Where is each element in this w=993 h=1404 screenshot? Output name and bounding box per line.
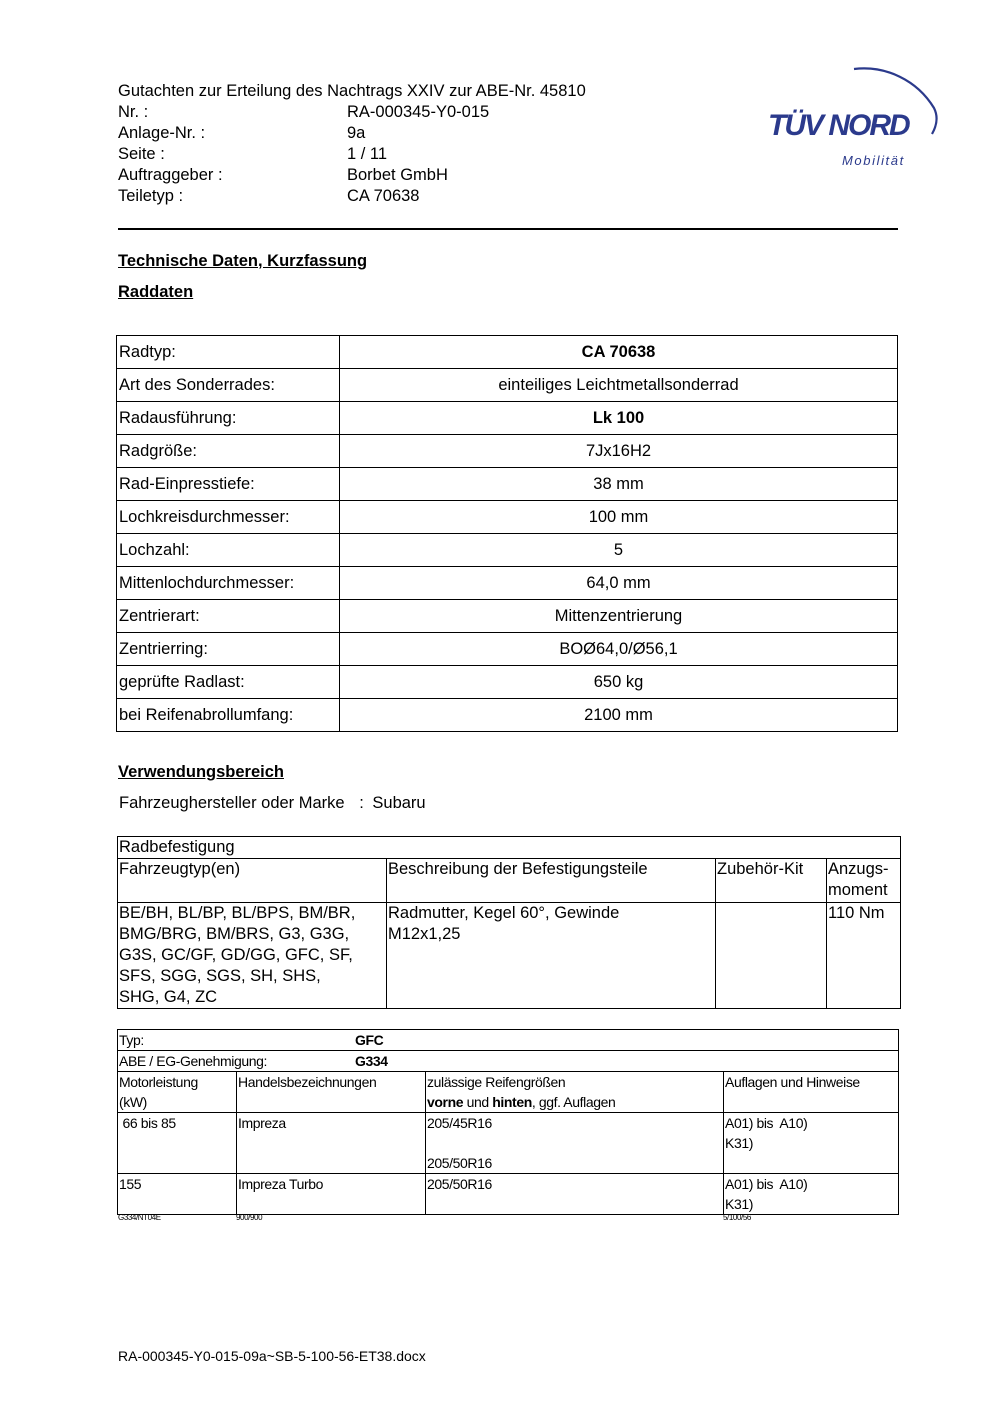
code-approval: G334/NT04E: [118, 1213, 161, 1222]
cell-tyres: 205/45R16 205/50R16: [426, 1113, 724, 1174]
table-header-row: [118, 859, 901, 903]
header-row-nr: Nr. : RA-000345-Y0-015: [118, 103, 490, 121]
table-header-row: [118, 1072, 899, 1113]
wheel-heading: Raddaten: [118, 283, 194, 301]
table-row: [118, 1174, 899, 1215]
type-table: [117, 1029, 899, 1215]
header-row-seite: Seite : 1 / 11: [118, 145, 388, 163]
usage-heading: Verwendungsbereich: [118, 763, 284, 781]
code-range: 900/900: [236, 1213, 263, 1222]
table-row: Lochzahl: 5: [117, 534, 898, 567]
cell-trade-name: Impreza Turbo: [237, 1174, 426, 1215]
table-row: [118, 837, 901, 859]
table-row: Radtyp: CA 70638: [117, 336, 898, 369]
header-row-teiletyp: Teiletyp : CA 70638: [118, 187, 420, 205]
section-title: Technische Daten, Kurzfassung: [118, 252, 368, 270]
cell-kit: [716, 903, 827, 1009]
header-fastening-desc: Beschreibung der Befestigungsteile: [387, 859, 716, 903]
fastening-title: Radbefestigung: [118, 837, 901, 859]
table-row: Lochkreisdurchmesser: 100 mm: [117, 501, 898, 534]
header-torque: Anzugs- moment: [827, 859, 901, 903]
abe-value: G334: [355, 1053, 388, 1069]
abe-row: [118, 1051, 899, 1072]
table-row: Art des Sonderrades: einteiliges Leichtmetallsonderrad: [117, 369, 898, 402]
cell-power: 66 bis 85: [118, 1113, 237, 1174]
cell-notes: A01) bis A10) K31): [724, 1174, 899, 1215]
cell-trade-name: Impreza: [237, 1113, 426, 1174]
maker-separator: :: [359, 794, 364, 812]
footer-filename: RA-000345-Y0-015-09a~SB-5-100-56-ET38.docx: [118, 1348, 426, 1364]
header-row-auftraggeber: Auftraggeber : Borbet GmbH: [118, 166, 448, 184]
cell-fastening-desc: Radmutter, Kegel 60°, Gewinde M12x1,25: [387, 903, 716, 1009]
tuev-nord-logo: [764, 58, 944, 173]
table-row: [118, 1051, 899, 1072]
cell-tyres: 205/50R16: [426, 1174, 724, 1215]
table-row: Zentrierring: BOØ64,0/Ø56,1: [117, 633, 898, 666]
vehicle-maker-line: [119, 794, 426, 813]
table-row: [118, 1113, 899, 1174]
table-row: Rad-Einpresstiefe: 38 mm: [117, 468, 898, 501]
table-row: Zentrierart: Mittenzentrierung: [117, 600, 898, 633]
header-divider: [118, 228, 898, 230]
header-kit: Zubehör-Kit: [716, 859, 827, 903]
table-row: Radgröße: 7Jx16H2: [117, 435, 898, 468]
fastening-table: [117, 836, 901, 1009]
table-row: geprüfte Radlast: 650 kg: [117, 666, 898, 699]
typ-value: GFC: [355, 1032, 384, 1048]
document-title: Gutachten zur Erteilung des Nachtrags XXIV zur ABE-Nr. 45810: [118, 82, 586, 100]
cell-power: 155: [118, 1174, 237, 1215]
logo-sub: Mobilität: [842, 153, 905, 168]
table-row: [118, 1030, 899, 1051]
document-header: [118, 81, 586, 207]
table-row: bei Reifenabrollumfang: 2100 mm: [117, 699, 898, 732]
header-row-anlage: Anlage-Nr. : 9a: [118, 124, 366, 142]
cell-notes: A01) bis A10) K31): [724, 1113, 899, 1174]
code-wheel: 5/100/56: [723, 1213, 751, 1222]
typ-label: Typ:: [119, 1032, 144, 1048]
logo-brand: TÜV NORD: [768, 109, 909, 142]
header-tyres: zulässige Reifengrößen vorne und hinten, ggf. Auflagen: [426, 1072, 724, 1113]
header-notes: Auflagen und Hinweise: [724, 1072, 899, 1113]
abe-label: ABE / EG-Genehmigung:: [119, 1053, 268, 1069]
cell-vehicle-types: BE/BH, BL/BP, BL/BPS, BM/BR, BMG/BRG, BM/BRS, G3, G3G, G3S, GC/GF, GD/GG, GFC, SF, SFS, SGG, SGS, SH, SHS, SHG, G4, ZC: [118, 903, 387, 1009]
header-power: Motorleistung (kW): [118, 1072, 237, 1113]
cell-torque: 110 Nm: [827, 903, 901, 1009]
table-row: Radausführung: Lk 100: [117, 402, 898, 435]
header-trade-names: Handelsbezeichnungen: [237, 1072, 426, 1113]
wheel-data-table: [116, 335, 898, 732]
table-row: Mittenlochdurchmesser: 64,0 mm: [117, 567, 898, 600]
maker-label: Fahrzeughersteller oder Marke: [119, 794, 345, 812]
maker-value: Subaru: [372, 794, 426, 812]
type-row: [118, 1030, 899, 1051]
header-vehicle-types: Fahrzeugtyp(en): [118, 859, 387, 903]
table-row: [118, 903, 901, 1009]
